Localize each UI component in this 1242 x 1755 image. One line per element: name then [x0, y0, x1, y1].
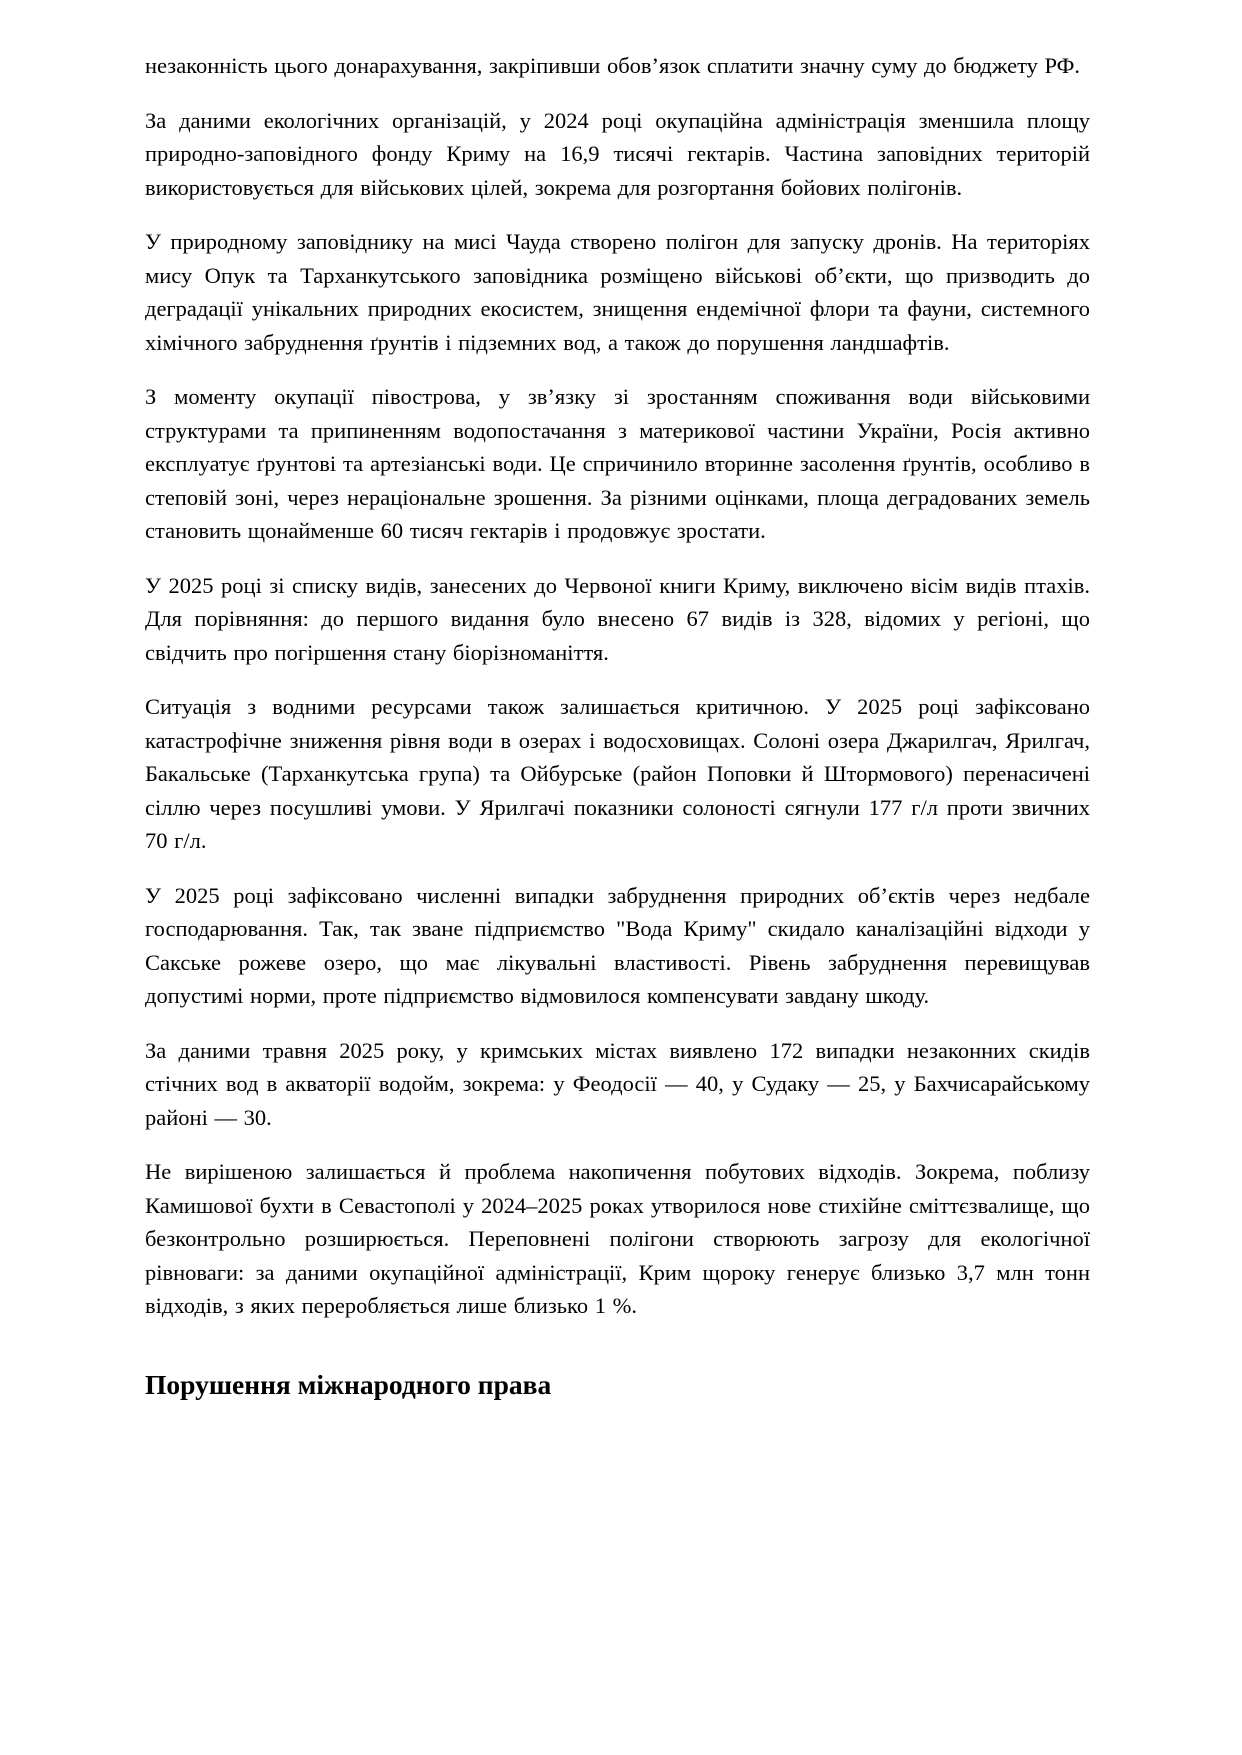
paragraph-3: У природному заповіднику на мисі Чауда створено полігон для запуску дронів. На територіях мису Опук та Тарханкутського заповідника розміщено військові об’єкти, що призводить до деградації унікальних природних екосистем, знищення ендемічної флори та фауни, системного хімічного забруднення ґрунтів і підземних вод, а також до порушення ландшафтів.: [145, 229, 1090, 355]
paragraph-1: незаконність цього донарахування, закріпивши обов’язок сплатити значну суму до бюджету РФ.: [145, 53, 1081, 78]
paragraph-9: Не вирішеною залишається й проблема накопичення побутових відходів. Зокрема, поблизу Камишової бухти в Севастополі у 2024–2025 роках утворилося нове стихійне сміттєзвалище, що безконтрольно розширюється. Переповнені полігони створюють загрозу для екологічної рівноваги: за даними окупаційної адміністрації, Крим щороку генерує близько 3,7 млн тонн відходів, з яких переробляється лише близько 1 %.: [145, 1159, 1090, 1318]
paragraph-2: За даними екологічних організацій, у 2024 році окупаційна адміністрація зменшила площу природно-заповідного фонду Криму на 16,9 тисячі гектарів. Частина заповідних територій використовується для військових цілей, зокрема для розгортання бойових полігонів.: [145, 107, 1090, 200]
paragraph-6: Ситуація з водними ресурсами також залишається критичною. У 2025 році зафіксовано катастрофічне зниження рівня води в озерах і водосховищах. Солоні озера Джарилгач, Ярилгач, Бакальське (Тарханкутська група) та Ойбурське (район Поповки й Штормового) перенасичені сіллю через посушливі умови. У Ярилгачі показники солоності сягнули 177 г/л проти звичних 70 г/л.: [145, 694, 1090, 853]
paragraph-8: За даними травня 2025 року, у кримських містах виявлено 172 випадки незаконних скидів стічних вод в акваторії водойм, зокрема: у Феодосії — 40, у Судаку — 25, у Бахчисарайському районі — 30.: [145, 1037, 1090, 1130]
section-heading: Порушення міжнародного права: [145, 1368, 552, 1400]
paragraph-5: У 2025 році зі списку видів, занесених до Червоної книги Криму, виключено вісім видів птахів. Для порівняння: до першого видання було внесено 67 видів із 328, відомих у регіоні, що свідчить про погіршення стану біорізноманіття.: [145, 572, 1090, 665]
paragraph-7: У 2025 році зафіксовано численні випадки забруднення природних об’єктів через недбале господарювання. Так, так зване підприємство "Вода Криму" скидало каналізаційні відходи у Сакське рожеве озеро, що має лікувальні властивості. Рівень забруднення перевищував допустимі норми, проте підприємство відмовилося компенсувати завдану шкоду.: [145, 882, 1090, 1008]
paragraph-4: З моменту окупації півострова, у зв’язку зі зростанням споживання води військовими структурами та припиненням водопостачання з материкової частини України, Росія активно експлуатує ґрунтові та артезіанські води. Це спричинило вторинне засолення ґрунтів, особливо в степовій зоні, через нераціональне зрошення. За різними оцінками, площа деградованих земель становить щонайменше 60 тисяч гектарів і продовжує зростати.: [145, 384, 1090, 543]
